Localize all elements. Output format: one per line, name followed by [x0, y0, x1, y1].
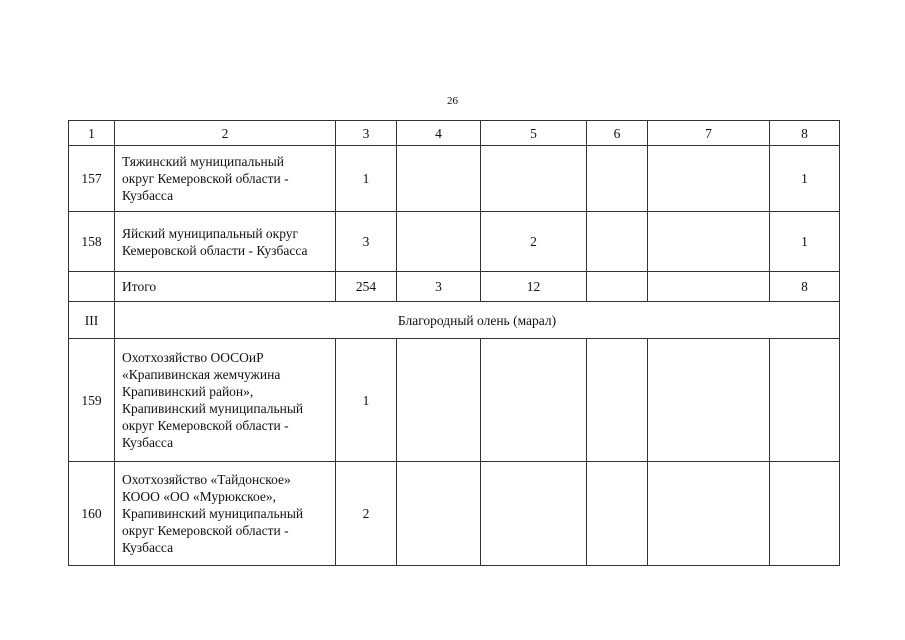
value-cell: 3: [336, 212, 397, 272]
hunting-ground-name: [115, 339, 336, 462]
name-line: КООО «ОО «Мурюкское»,: [122, 489, 277, 504]
district-name: [115, 146, 336, 212]
district-name: [115, 212, 336, 272]
table-row: [69, 212, 840, 272]
name-line: округ Кемеровской области -: [122, 171, 289, 186]
value-cell: [587, 462, 648, 566]
total-value: 3: [397, 272, 481, 302]
section-number: III: [69, 302, 115, 339]
value-cell: [481, 339, 587, 462]
header-cell: 4: [397, 121, 481, 146]
value-cell: 1: [336, 339, 397, 462]
document-table: [68, 120, 840, 566]
value-cell: [397, 212, 481, 272]
header-cell: 2: [115, 121, 336, 146]
row-number: 159: [69, 339, 115, 462]
name-line: Охотхозяйство «Тайдонское»: [122, 472, 291, 487]
total-row: [69, 272, 840, 302]
value-cell: [481, 462, 587, 566]
name-line: Охотхозяйство ООСОиР: [122, 350, 264, 365]
name-line: округ Кемеровской области -: [122, 523, 289, 538]
row-number: 157: [69, 146, 115, 212]
row-number: 158: [69, 212, 115, 272]
value-cell: [397, 462, 481, 566]
name-line: округ Кемеровской области -: [122, 418, 289, 433]
table-row: [69, 146, 840, 212]
name-line: Кузбасса: [122, 435, 174, 450]
total-value: [648, 272, 770, 302]
value-cell: [648, 212, 770, 272]
total-value: 254: [336, 272, 397, 302]
name-line: Яйский муниципальный округ: [122, 225, 299, 241]
value-cell: [648, 146, 770, 212]
name-line: «Крапивинская жемчужина: [122, 367, 281, 382]
name-line: Кузбасса: [122, 188, 174, 203]
section-title: Благородный олень (марал): [115, 302, 840, 339]
value-cell: [397, 146, 481, 212]
hunting-ground-name: [115, 462, 336, 566]
header-cell: 6: [587, 121, 648, 146]
value-cell: [587, 146, 648, 212]
header-cell: 3: [336, 121, 397, 146]
total-value: [587, 272, 648, 302]
total-value: 12: [481, 272, 587, 302]
table-header-row: [69, 121, 840, 146]
name-line: Крапивинский муниципальный: [122, 506, 304, 521]
header-cell: 1: [69, 121, 115, 146]
value-cell: 2: [481, 212, 587, 272]
header-cell: 5: [481, 121, 587, 146]
row-number: 160: [69, 462, 115, 566]
total-value: 8: [770, 272, 840, 302]
name-line: Тяжинский муниципальный: [122, 154, 285, 169]
value-cell: [770, 462, 840, 566]
page-number: 26: [447, 95, 458, 107]
value-cell: [587, 339, 648, 462]
name-line: Кемеровской области - Кузбасса: [122, 242, 308, 258]
name-line: Кузбасса: [122, 540, 174, 555]
value-cell: [770, 339, 840, 462]
value-cell: [481, 146, 587, 212]
value-cell: 2: [336, 462, 397, 566]
value-cell: [587, 212, 648, 272]
value-cell: [648, 462, 770, 566]
row-number: [69, 272, 115, 302]
table-row: [69, 462, 840, 566]
value-cell: 1: [336, 146, 397, 212]
header-cell: 7: [648, 121, 770, 146]
name-line: Крапивинский район»,: [122, 384, 254, 399]
total-label: Итого: [115, 272, 336, 302]
header-cell: 8: [770, 121, 840, 146]
name-line: Крапивинский муниципальный: [122, 401, 304, 416]
value-cell: [397, 339, 481, 462]
value-cell: [648, 339, 770, 462]
table-row: [69, 339, 840, 462]
section-row: [69, 302, 840, 339]
value-cell: 1: [770, 212, 840, 272]
value-cell: 1: [770, 146, 840, 212]
